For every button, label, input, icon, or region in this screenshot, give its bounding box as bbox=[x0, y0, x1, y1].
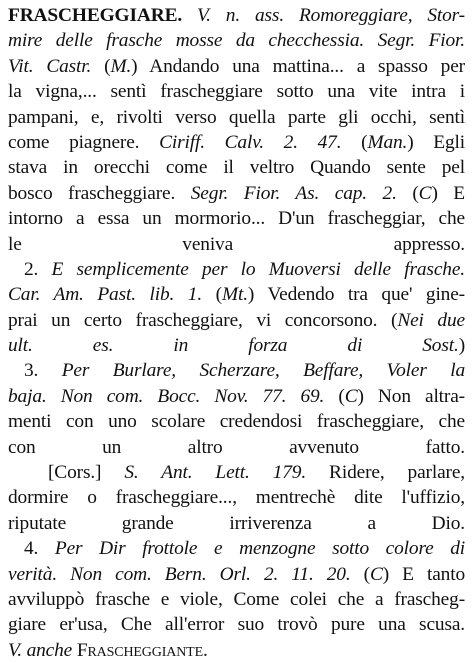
text-segment: 2. bbox=[24, 258, 52, 280]
text-segment: M. bbox=[110, 55, 132, 77]
text-segment: dormire o frascheggiare..., mentrechè dite l'uffizio, bbox=[8, 487, 465, 509]
text-segment: [Cors.] bbox=[48, 462, 125, 484]
text-line bbox=[8, 562, 465, 587]
text-segment: baja. Non com. Bocc. Nov. 77. 69. bbox=[8, 385, 325, 407]
text-segment: Ridere, parlare, bbox=[306, 462, 465, 484]
text-segment: ( bbox=[202, 284, 222, 306]
text-line bbox=[8, 206, 465, 231]
text-line bbox=[8, 257, 465, 282]
text-segment: 4. bbox=[24, 538, 55, 560]
text-segment: stava in orecchi come il veltro Quando sente pel bbox=[8, 157, 465, 179]
text-segment: verità. Non com. Bern. Orl. 2. 11. 20. bbox=[8, 563, 351, 585]
text-segment: bosco frascheggiare. bbox=[8, 182, 191, 204]
text-segment: ) Non altra- bbox=[357, 385, 465, 407]
text-segment: mire delle frasche mosse da checchessia. Segr. Fior. bbox=[8, 30, 465, 52]
text-segment: Frascheggiante. bbox=[76, 639, 208, 661]
text-line bbox=[8, 54, 465, 79]
text-line bbox=[8, 460, 465, 485]
text-line bbox=[8, 105, 465, 130]
text-segment: le veniva appresso. bbox=[8, 233, 465, 255]
text-line bbox=[8, 485, 465, 510]
text-segment: ) bbox=[458, 335, 465, 357]
text-segment: intorno a essa un mormorio... D'un frascheggiar, che bbox=[8, 208, 465, 230]
text-segment: C bbox=[344, 385, 358, 407]
text-line bbox=[8, 308, 465, 333]
text-line bbox=[8, 232, 465, 257]
text-line bbox=[8, 130, 465, 155]
text-segment: la vigna,... sentì frascheggiare sotto una vite intra i bbox=[8, 81, 465, 103]
text-segment: E semplicemente per lo Muoversi delle frasche. bbox=[51, 258, 465, 280]
text-segment: menti con uno scolare credendosi frascheggiare, che bbox=[8, 411, 465, 433]
text-segment: ) E tanto bbox=[382, 563, 465, 585]
headword: FRASCHEGGIARE. bbox=[8, 5, 183, 26]
text-line bbox=[8, 358, 465, 383]
text-line bbox=[8, 587, 465, 612]
text-line bbox=[8, 384, 465, 409]
text-line bbox=[8, 409, 465, 434]
text-line bbox=[8, 435, 465, 460]
text-segment: ( bbox=[396, 182, 419, 204]
text-segment: ) Andando una mattina... a spasso per bbox=[131, 55, 465, 77]
dictionary-entry bbox=[8, 3, 465, 663]
text-segment: pampani, e, rivolti verso quella parte gli occhi, sentì bbox=[8, 106, 465, 128]
text-segment: S. Ant. Lett. 179. bbox=[124, 462, 307, 484]
text-segment: ult. es. in forza di Sost. bbox=[8, 335, 459, 357]
text-line bbox=[8, 79, 465, 104]
text-segment: giare er'usa, Che all'error suo trovò pure una scusa. bbox=[8, 614, 465, 636]
text-segment: ( bbox=[324, 385, 345, 407]
text-segment: C bbox=[418, 182, 432, 204]
text-segment: Segr. Fior. As. cap. 2. bbox=[190, 182, 397, 204]
text-segment: Vit. Castr. bbox=[8, 55, 92, 77]
text-line bbox=[8, 181, 465, 206]
text-segment: Nei due bbox=[397, 309, 465, 331]
text-segment: Car. Am. Past. lib. 1. bbox=[8, 284, 203, 306]
text-segment: riputate grande irriverenza a Dio. bbox=[8, 512, 465, 534]
text-segment: come piagnere. bbox=[8, 131, 160, 153]
text-line bbox=[8, 638, 465, 663]
text-segment: V. n. ass. Romoreggiare, Stor- bbox=[182, 5, 465, 26]
text-segment: ( bbox=[91, 55, 111, 77]
text-segment: ( bbox=[350, 563, 370, 585]
text-segment: prai un certo frascheggiare, vi concorsono. ( bbox=[8, 309, 398, 331]
text-segment: V. anche bbox=[8, 639, 77, 661]
text-line bbox=[8, 155, 465, 180]
text-segment: Per Dir frottole e menzogne sotto colore di bbox=[54, 538, 465, 560]
text-line bbox=[8, 282, 465, 307]
text-segment: ( bbox=[341, 131, 368, 153]
text-segment: ) Vedendo tra que' gine- bbox=[247, 284, 465, 306]
text-line bbox=[8, 511, 465, 536]
text-segment: Per Burlare, Scherzare, Beffare, Voler la bbox=[61, 360, 465, 382]
text-line bbox=[8, 28, 465, 53]
text-segment: Man. bbox=[367, 131, 408, 153]
text-segment: 3. bbox=[24, 360, 62, 382]
text-line bbox=[8, 333, 465, 358]
text-line bbox=[8, 612, 465, 637]
text-segment: con un altro avvenuto fatto. bbox=[8, 436, 465, 458]
text-segment: Ciriff. Calv. 2. 47. bbox=[159, 131, 342, 153]
text-segment: C bbox=[369, 563, 383, 585]
text-line bbox=[8, 536, 465, 561]
text-segment: avviluppò frasche e viole, Come colei che a frascheg- bbox=[8, 588, 465, 610]
text-line bbox=[8, 3, 465, 28]
text-segment: ) E bbox=[431, 182, 465, 204]
text-segment: Mt. bbox=[221, 284, 248, 306]
text-segment: ) Egli bbox=[407, 131, 465, 153]
